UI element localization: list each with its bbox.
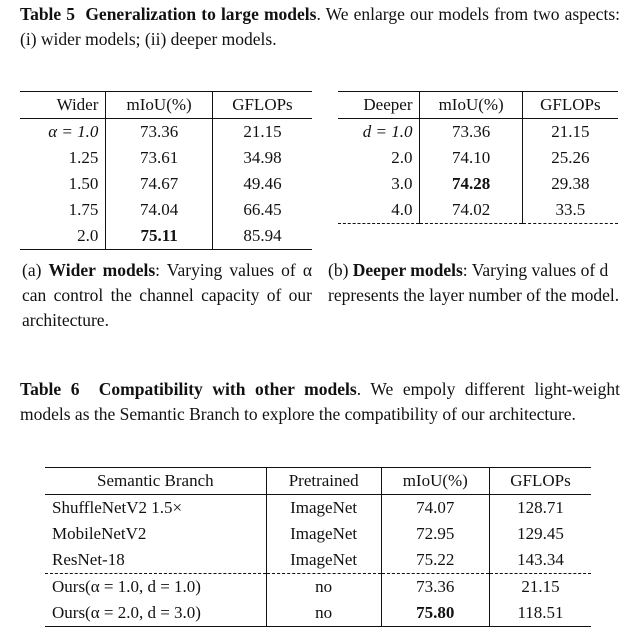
compat-cell-gflops: 21.15 <box>490 574 591 601</box>
deeper-cell-v: 2.0 <box>391 148 413 167</box>
deeper-cell-gflops: 21.15 <box>522 119 618 146</box>
compat-cell-gflops: 143.34 <box>490 547 591 574</box>
deeper-cell-gflops: 33.5 <box>522 197 618 224</box>
compat-header-2: mIoU(%) <box>381 468 489 495</box>
table-row <box>20 145 312 171</box>
deeper-cell-miou: 73.36 <box>420 119 522 146</box>
wider-cell-gflops: 21.15 <box>212 119 312 146</box>
table5-title: Generalization to large models <box>85 4 317 24</box>
wider-header-1: mIoU(%) <box>106 92 212 119</box>
table6-caption <box>20 377 620 427</box>
compat-cell-pre: ImageNet <box>266 495 381 522</box>
table-row <box>338 197 618 224</box>
table-row <box>20 223 312 250</box>
compat-cell-gflops: 128.71 <box>490 495 591 522</box>
compat-cell-pre: ImageNet <box>266 521 381 547</box>
deeper-cell-miou: 74.02 <box>420 197 522 224</box>
compat-cell-miou: 73.36 <box>381 574 489 601</box>
table-row <box>338 119 618 146</box>
deeper-header-0: Deeper <box>363 95 413 114</box>
wider-cell-miou: 75.11 <box>106 223 212 250</box>
compat-cell-miou: 75.80 <box>381 600 489 627</box>
compat-table <box>45 467 591 627</box>
table5-caption <box>20 2 620 52</box>
wider-cell-v: 2.0 <box>77 226 99 245</box>
compat-cell-name: ShuffleNetV2 1.5× <box>52 498 183 517</box>
wider-cell-gflops: 66.45 <box>212 197 312 223</box>
compat-cell-gflops: 118.51 <box>490 600 591 627</box>
wider-cell-miou: 73.61 <box>106 145 212 171</box>
table-row <box>20 171 312 197</box>
deeper-subcaption-text: : Varying values of d represents the layer number of the model. <box>328 260 620 305</box>
wider-subcaption-title: Wider models <box>48 260 156 280</box>
table6-text: . We empoly different light-weight models as the Semantic Branch to explore the compatibility of our architecture. <box>20 379 621 424</box>
compat-cell-pre: ImageNet <box>266 547 381 574</box>
wider-cell-miou: 73.36 <box>106 119 212 146</box>
table-row <box>45 521 591 547</box>
wider-cell-v: 1.75 <box>68 200 99 219</box>
compat-cell-pre: no <box>266 600 381 627</box>
wider-cell-gflops: 34.98 <box>212 145 312 171</box>
deeper-cell-miou: 74.28 <box>420 171 522 197</box>
compat-cell-name: MobileNetV2 <box>52 524 147 543</box>
compat-header-1: Pretrained <box>266 468 381 495</box>
table-row <box>45 574 591 601</box>
table5-label: Table 5 <box>20 4 76 24</box>
compat-cell-miou: 75.22 <box>381 547 489 574</box>
deeper-cell-v: 4.0 <box>391 200 413 219</box>
deeper-subcaption-label: (b) <box>328 260 349 280</box>
compat-cell-miou: 72.95 <box>381 521 489 547</box>
wider-cell-gflops: 49.46 <box>212 171 312 197</box>
table6-label: Table 6 <box>20 379 80 399</box>
wider-cell-miou: 74.04 <box>106 197 212 223</box>
deeper-header-2: GFLOPs <box>522 92 618 119</box>
table-row <box>45 495 591 522</box>
table-row <box>45 547 591 574</box>
wider-cell-v: 1.50 <box>68 174 99 193</box>
table-row <box>338 145 618 171</box>
compat-header-3: GFLOPs <box>490 468 591 495</box>
deeper-cell-gflops: 25.26 <box>522 145 618 171</box>
deeper-cell-v: d = 1.0 <box>362 122 413 141</box>
deeper-subcaption <box>328 258 620 308</box>
compat-cell-gflops: 129.45 <box>490 521 591 547</box>
wider-header-0: Wider <box>56 95 99 114</box>
wider-cell-miou: 74.67 <box>106 171 212 197</box>
compat-header-0: Semantic Branch <box>97 471 214 490</box>
deeper-header-1: mIoU(%) <box>420 92 522 119</box>
wider-header-2: GFLOPs <box>212 92 312 119</box>
wider-cell-v: 1.25 <box>68 148 99 167</box>
deeper-cell-gflops: 29.38 <box>522 171 618 197</box>
compat-cell-name: Ours(α = 1.0, d = 1.0) <box>52 577 201 596</box>
compat-cell-name: Ours(α = 2.0, d = 3.0) <box>52 603 201 622</box>
table-row <box>338 171 618 197</box>
table-row <box>20 197 312 223</box>
wider-cell-gflops: 85.94 <box>212 223 312 250</box>
wider-cell-v: α = 1.0 <box>48 122 99 141</box>
wider-subcaption <box>22 258 312 333</box>
compat-cell-pre: no <box>266 574 381 601</box>
table-row <box>20 119 312 146</box>
deeper-subcaption-title: Deeper models <box>352 260 463 280</box>
compat-cell-name: ResNet-18 <box>52 550 125 569</box>
deeper-cell-v: 3.0 <box>391 174 413 193</box>
compat-cell-miou: 74.07 <box>381 495 489 522</box>
wider-subcaption-text: : Varying values of α can control the channel capacity of our architecture. <box>22 260 312 330</box>
wider-subcaption-label: (a) <box>22 260 42 280</box>
deeper-cell-miou: 74.10 <box>420 145 522 171</box>
wider-table <box>20 91 312 250</box>
deeper-table <box>338 91 618 224</box>
table5-text: . We enlarge our models from two aspects: (i) wider models; (ii) deeper models. <box>20 4 620 49</box>
table-row <box>45 600 591 627</box>
table6-title: Compatibility with other models <box>98 379 357 399</box>
